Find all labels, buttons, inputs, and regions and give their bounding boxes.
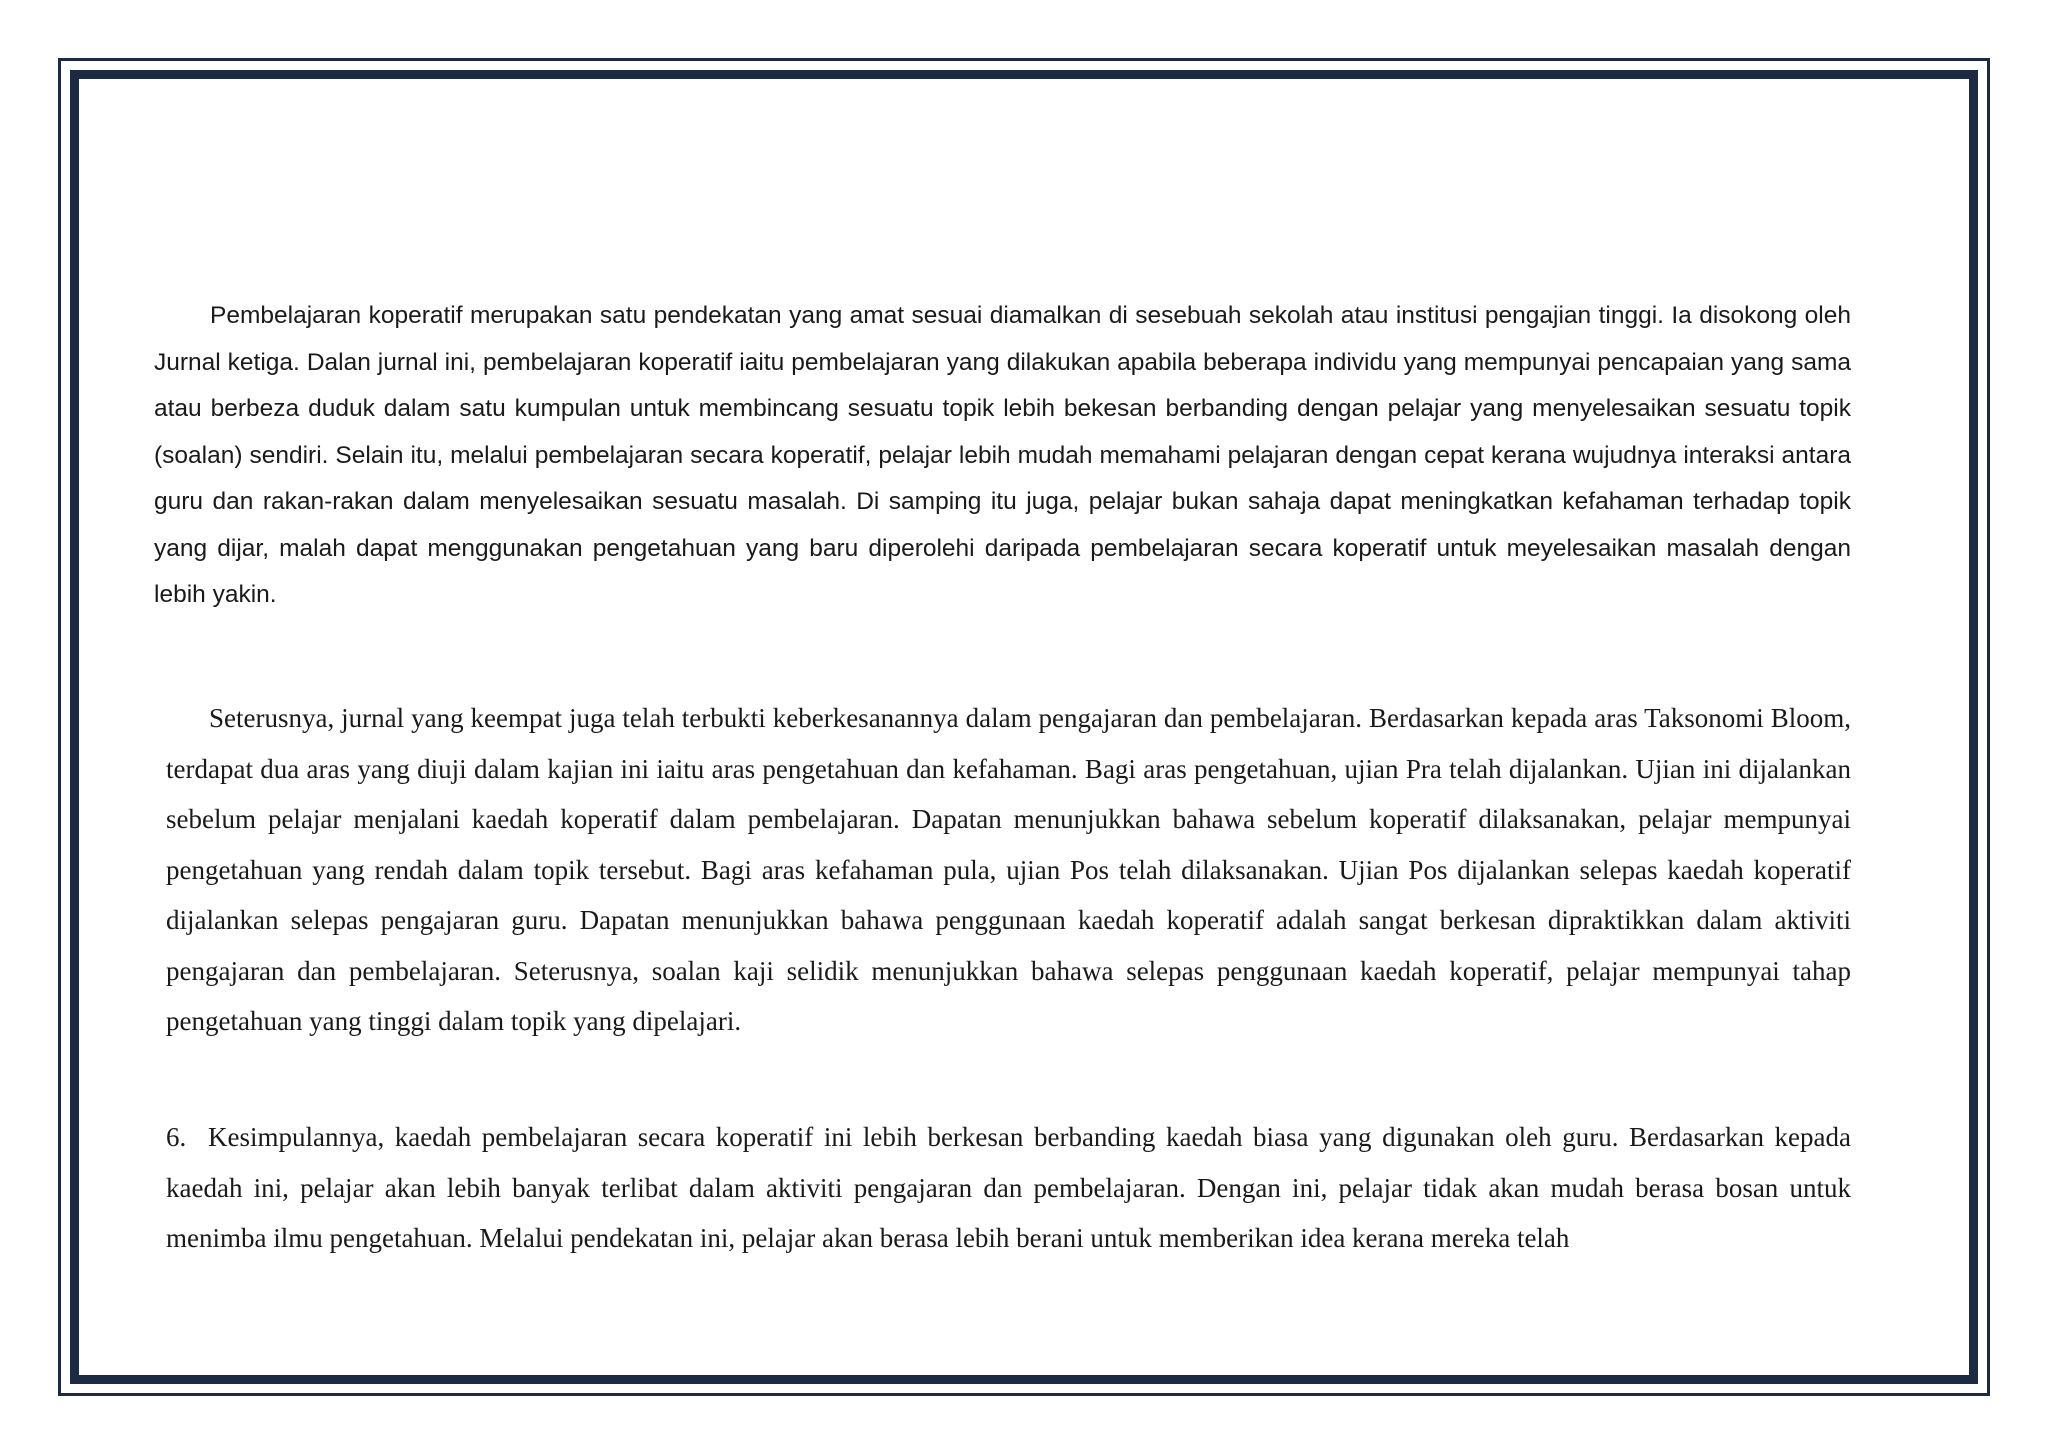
paragraph-journal-4-bloom-taxonomy: Seterusnya, jurnal yang keempat juga telah terbukti keberkesanannya dalam pengajaran dan pembelajaran. Berdasarkan kepada aras Taksonomi Bloom, terdapat dua aras yang diuji dalam kajian ini iaitu aras pengetahuan dan kefahaman. Bagi aras pengetahuan, ujian Pra telah dijalankan. Ujian ini dijalankan sebelum pelajar menjalani kaedah koperatif dalam pembelajaran. Dapatan menunjukkan bahawa sebelum koperatif dilaksanakan, pelajar mempunyai pengetahuan yang rendah dalam topik tersebut. Bagi aras kefahaman pula, ujian Pos telah dilaksanakan. Ujian Pos dijalankan selepas kaedah koperatif dijalankan selepas pengajaran guru. Dapatan menunjukkan bahawa penggunaan kaedah koperatif adalah sangat berkesan dipraktikkan dalam aktiviti pengajaran dan pembelajaran. Seterusnya, soalan kaji selidik menunjukkan bahawa selepas penggunaan kaedah koperatif, pelajar mempunyai tahap pengetahuan yang tinggi dalam topik yang dipelajari. bbox=[166, 703, 1851, 1036]
paragraph-cooperative-learning-journal-3: Pembelajaran koperatif merupakan satu pendekatan yang amat sesuai diamalkan di sesebuah sekolah atau institusi pengajian tinggi. Ia disokong oleh Jurnal ketiga. Dalan jurnal ini, pembelajaran koperatif iaitu pembelajaran yang dilakukan apabila beberapa individu yang mempunyai pencapaian yang sama atau berbeza duduk dalam satu kumpulan untuk membincang sesuatu topik lebih bekesan berbanding dengan pelajar yang menyelesaikan sesuatu topik (soalan) sendiri. Selain itu, melalui pembelajaran secara koperatif, pelajar lebih mudah memahami pelajaran dengan cepat kerana wujudnya interaksi antara guru dan rakan-rakan dalam menyelesaikan sesuatu masalah. Di samping itu juga, pelajar bukan sahaja dapat meningkatkan kefahaman terhadap topik yang dijar, malah dapat menggunakan pengetahuan yang baru diperolehi daripada pembelajaran secara koperatif untuk meyelesaikan masalah dengan lebih yakin. bbox=[154, 302, 1851, 608]
paragraph-number: 6. bbox=[166, 1122, 187, 1152]
paragraph-conclusion-text: Kesimpulannya, kaedah pembelajaran secara koperatif ini lebih berkesan berbanding kaedah biasa yang digunakan oleh guru. Berdasarkan kepada kaedah ini, pelajar akan lebih banyak terlibat dalam aktiviti pengajaran dan pembelajaran. Dengan ini, pelajar tidak akan mudah berasa bosan untuk menimba ilmu pengetahuan. Melalui pendekatan ini, pelajar akan berasa lebih berani untuk memberikan idea kerana mereka telah bbox=[166, 1122, 1851, 1253]
paragraph-conclusion bbox=[166, 1112, 1851, 1264]
